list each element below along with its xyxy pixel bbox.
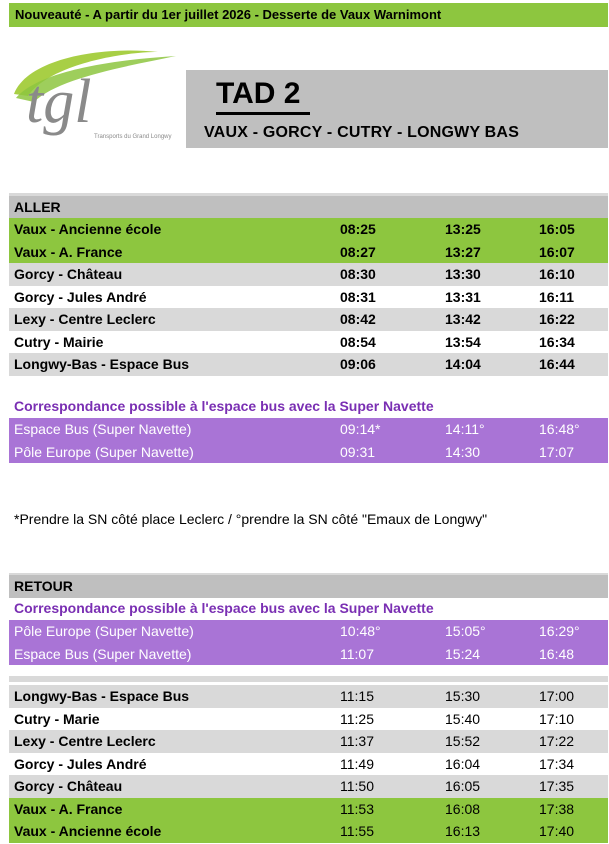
stop-name: Espace Bus (Super Navette): [14, 421, 192, 437]
route-subtitle: VAUX - GORCY - CUTRY - LONGWY BAS: [204, 124, 520, 141]
departure-time: 14:04: [445, 356, 481, 372]
departure-time: 16:48°: [539, 421, 580, 437]
departure-time: 17:07: [539, 443, 575, 460]
table-row: [9, 308, 608, 331]
table-row: [9, 286, 608, 309]
retour-correspondance: Correspondance possible à l'espace bus avec la Super Navette: [14, 600, 434, 616]
logo-text: tgl: [26, 68, 92, 136]
table-row: [9, 418, 608, 441]
stop-name: Gorcy - Jules André: [14, 288, 147, 305]
departure-time: 13:42: [445, 311, 481, 327]
departure-time: 11:53: [340, 800, 374, 817]
departure-time: 08:42: [340, 311, 376, 327]
departure-time: 09:31: [340, 443, 376, 460]
table-row: [9, 620, 608, 643]
departure-time: 14:30: [445, 443, 481, 460]
departure-time: 13:25: [445, 221, 481, 237]
departure-time: 17:40: [539, 823, 575, 839]
stop-name: Vaux - Ancienne école: [14, 823, 162, 839]
departure-time: 16:22: [539, 311, 575, 327]
departure-time: 11:50: [340, 778, 374, 794]
stop-name: Vaux - Ancienne école: [14, 221, 162, 237]
departure-time: 13:54: [445, 333, 481, 350]
stop-name: Pôle Europe (Super Navette): [14, 623, 194, 639]
table-row: [9, 643, 608, 666]
stop-name: Pôle Europe (Super Navette): [14, 443, 194, 460]
departure-time: 08:54: [340, 333, 376, 350]
departure-time: 13:27: [445, 243, 481, 260]
departure-time: 17:35: [539, 778, 575, 794]
stop-name: Vaux - A. France: [14, 800, 123, 817]
departure-time: 17:34: [539, 755, 575, 772]
departure-time: 15:40: [445, 710, 481, 727]
table-row: [9, 353, 608, 376]
departure-time: 16:29°: [539, 623, 580, 639]
retour-mid-band: [9, 676, 608, 682]
departure-time: 14:11°: [445, 421, 485, 437]
footnote: *Prendre la SN côté place Leclerc / °prendre la SN côté "Emaux de Longwy": [14, 511, 488, 527]
stop-name: Lexy - Centre Leclerc: [14, 733, 156, 749]
departure-time: 08:30: [340, 266, 376, 282]
departure-time: 15:30: [445, 688, 481, 704]
stop-name: Lexy - Centre Leclerc: [14, 311, 156, 327]
stop-name: Gorcy - Château: [14, 778, 123, 794]
departure-time: 16:34: [539, 333, 575, 350]
aller-header-label: ALLER: [14, 199, 61, 215]
departure-time: 16:05: [445, 778, 481, 794]
table-row: [9, 241, 608, 264]
stop-name: Cutry - Mairie: [14, 333, 104, 350]
departure-time: 10:48°: [340, 623, 381, 639]
stop-name: Espace Bus (Super Navette): [14, 645, 192, 662]
departure-time: 16:05: [539, 221, 575, 237]
departure-time: 16:44: [539, 356, 575, 372]
tgl-logo: [8, 38, 180, 146]
departure-time: 15:05°: [445, 623, 486, 639]
departure-time: 09:06: [340, 356, 376, 372]
page-title: TAD 2: [216, 76, 310, 115]
departure-time: 11:49: [340, 755, 374, 772]
table-row: [9, 708, 608, 731]
tgl-logo-graphic: [8, 38, 180, 146]
departure-time: 16:04: [445, 755, 481, 772]
table-row: [9, 218, 608, 241]
departure-time: 15:24: [445, 645, 481, 662]
departure-time: 15:52: [445, 733, 481, 749]
table-row: [9, 263, 608, 286]
stop-name: Vaux - A. France: [14, 243, 123, 260]
table-row: [9, 775, 608, 798]
departure-time: 17:22: [539, 733, 575, 749]
departure-time: 11:25: [340, 710, 374, 727]
departure-time: 16:11: [539, 288, 575, 305]
stop-name: Cutry - Marie: [14, 710, 100, 727]
departure-time: 13:31: [445, 288, 481, 305]
departure-time: 17:38: [539, 800, 575, 817]
aller-correspondance: Correspondance possible à l'espace bus avec la Super Navette: [14, 398, 434, 414]
table-row: [9, 331, 608, 354]
departure-time: 08:27: [340, 243, 376, 260]
departure-time: 08:31: [340, 288, 376, 305]
table-row: [9, 685, 608, 708]
table-row: [9, 730, 608, 753]
departure-time: 16:48: [539, 645, 575, 662]
retour-header-label: RETOUR: [14, 578, 73, 594]
departure-time: 13:30: [445, 266, 481, 282]
retour-header: [9, 575, 608, 598]
departure-time: 16:08: [445, 800, 481, 817]
departure-time: 08:25: [340, 221, 376, 237]
departure-time: 11:07: [340, 645, 374, 662]
stop-name: Longwy-Bas - Espace Bus: [14, 356, 190, 372]
departure-time: 11:37: [340, 733, 374, 749]
departure-time: 17:00: [539, 688, 575, 704]
departure-time: 17:10: [539, 710, 575, 727]
departure-time: 09:14*: [340, 421, 381, 437]
aller-header: [9, 196, 608, 219]
table-row: [9, 820, 608, 843]
departure-time: 16:07: [539, 243, 575, 260]
stop-name: Longwy-Bas - Espace Bus: [14, 688, 190, 704]
departure-time: 11:15: [340, 688, 374, 704]
table-row: [9, 798, 608, 821]
table-row: [9, 441, 608, 464]
top-banner: Nouveauté - A partir du 1er juillet 2026 - Desserte de Vaux Warnimont: [9, 3, 608, 27]
logo-tagline: Transports du Grand Longwy: [94, 134, 172, 140]
stop-name: Gorcy - Jules André: [14, 755, 147, 772]
stop-name: Gorcy - Château: [14, 266, 123, 282]
departure-time: 11:55: [340, 823, 374, 839]
departure-time: 16:13: [445, 823, 481, 839]
table-row: [9, 753, 608, 776]
departure-time: 16:10: [539, 266, 575, 282]
